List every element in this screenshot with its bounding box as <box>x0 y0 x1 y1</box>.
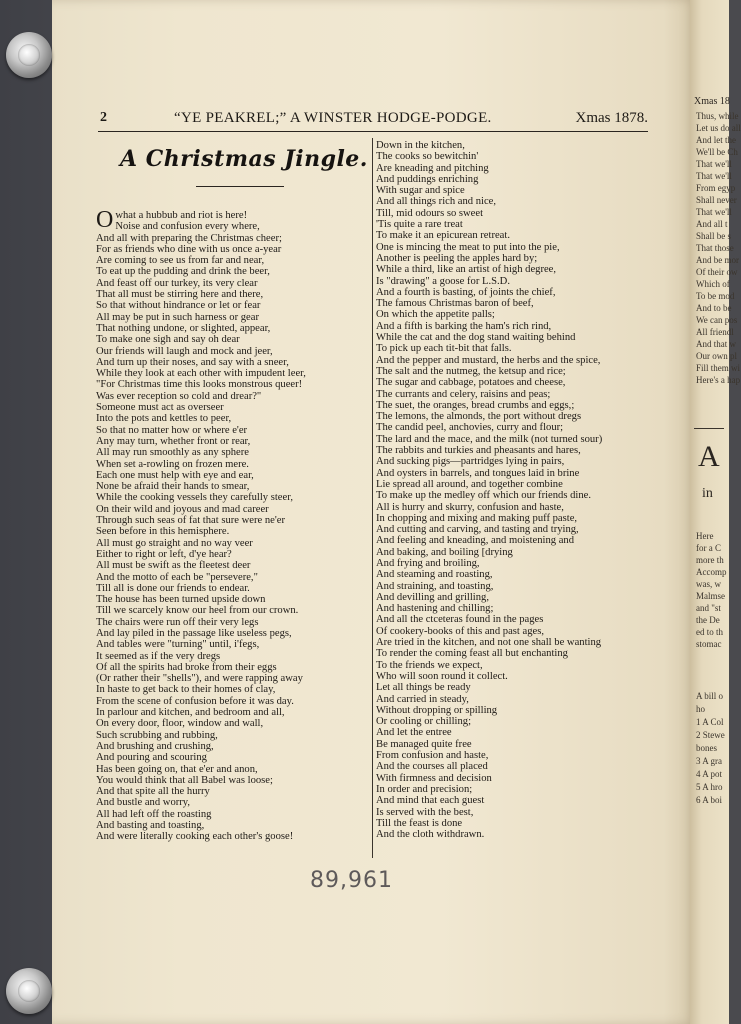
adjacent-page-line: 6 A boi <box>696 795 723 805</box>
adjacent-page-text <box>696 110 741 386</box>
adjacent-page-line: And to be <box>696 303 732 313</box>
poem-line: That all must be stirring here and there, <box>96 289 264 301</box>
poem-line: Noise and confusion every where, <box>115 221 260 233</box>
adjacent-page-line: All friendl <box>696 327 734 337</box>
poem-line: All must be swift as the fleetest deer <box>96 560 251 572</box>
adjacent-page-line: 2 Stewe <box>696 730 725 740</box>
poem-line: Through such seas of fat that sure were ne'er <box>96 515 285 527</box>
poem-line: Of cookery-books of this and past ages, <box>376 625 544 637</box>
issue-date: Xmas 1878. <box>575 110 648 126</box>
poem-line: To render the coming feast all but enchanting <box>376 648 568 660</box>
poem-line: And sucking pigs—partridges lying in pairs, <box>376 456 565 468</box>
poem-line: Has been going on, that e'er and anon, <box>96 763 258 775</box>
poem-line: And brushing and crushing, <box>96 740 214 752</box>
adjacent-page-line: 4 A pot <box>696 769 723 779</box>
poem-line: It seemed as if the very dregs <box>96 650 221 662</box>
poem-line: And let the entree <box>376 727 452 739</box>
adjacent-page-line: Shall be s <box>696 231 731 241</box>
poem-line: And feeling and kneading, and moistening and <box>376 535 574 547</box>
poem-line: To make one sigh and say oh dear <box>96 334 240 346</box>
poem-line: The salt and the nutmeg, the ketsup and rice; <box>376 365 566 377</box>
poem-line: Was ever reception so cold and drear?" <box>96 390 262 402</box>
poem-line: So that no matter how or where e'er <box>96 424 248 436</box>
adjacent-page-line: Fill them wi <box>696 363 741 373</box>
adjacent-page-line: And let the <box>696 135 736 145</box>
poem-line: On their wild and joyous and mad career <box>96 503 269 515</box>
poem-line: In chopping and mixing and making puff paste, <box>376 512 578 524</box>
adjacent-page-line: 1 A Col <box>696 717 724 727</box>
poem-line: With sugar and spice <box>376 185 465 197</box>
adjacent-page-line: That we'll <box>696 171 732 181</box>
poem-line: Down in the kitchen, <box>376 140 465 151</box>
poem-line: From confusion and haste, <box>376 750 489 762</box>
poem-line: And tables were "turning" until, i'fegs, <box>96 639 260 651</box>
poem-line: And were literally cooking each other's goose! <box>96 831 294 843</box>
poem-line: And all things rich and nice, <box>376 196 497 208</box>
poem-line: Are coming to see us from far and near, <box>96 255 265 267</box>
adjacent-page-line: And be mor <box>696 255 739 265</box>
adjacent-page-line: 3 A gra <box>696 756 722 766</box>
poem-line: Be managed quite free <box>376 738 472 750</box>
poem-line: While a third, like an artist of high degree, <box>376 264 557 276</box>
poem-line: The house has been turned upside down <box>96 594 266 606</box>
poem-line: The cooks so bewitchin' <box>376 151 479 163</box>
poem-line: Any may turn, whether front or rear, <box>96 435 251 447</box>
poem-title: A Christmas Jingle. <box>120 146 368 172</box>
poem-line: Seen before in this hemisphere. <box>96 526 230 538</box>
adjacent-page-line: To be mod <box>696 291 735 301</box>
adjacent-page-line: Thus, while <box>696 111 739 121</box>
poem-line: Either to right or left, d'ye hear? <box>96 548 232 560</box>
poem-line: The suet, the oranges, bread crumbs and eggs,; <box>376 399 575 411</box>
poem-line: And baking, and boiling [drying <box>376 546 513 558</box>
poem-line: And mind that each guest <box>376 795 485 807</box>
poem-line: In order and precision; <box>376 783 473 795</box>
poem-line: Of all the spirits had broke from their eggs <box>96 661 277 673</box>
poem-line: And devilling and grilling, <box>376 591 489 603</box>
adjacent-page-line: for a C <box>696 543 721 553</box>
adjacent-page-line: And that w <box>696 339 736 349</box>
adjacent-page-line: That we'll <box>696 159 732 169</box>
poem-line: The currants and celery, raisins and peas; <box>376 388 551 400</box>
poem-line: Till we scarcely know our heel from our crown. <box>96 605 299 617</box>
poem-line: The candid peel, anchovies, curry and flour; <box>376 422 564 434</box>
adjacent-page-line: Let us do all <box>696 123 741 133</box>
adjacent-page-line: From egyp <box>696 183 736 193</box>
pencil-accession-note: 89,961 <box>310 868 393 893</box>
running-title: “YE PEAKREL;” A WINSTER HODGE-PODGE. <box>174 110 492 126</box>
poem-line: The lard and the mace, and the milk (not turned sour) <box>376 433 603 445</box>
poem-line: And pouring and scouring <box>96 752 207 764</box>
poem-line: And basting and toasting, <box>96 820 205 832</box>
poem-line: Or cooling or chilling; <box>376 716 472 728</box>
poem-line: All is hurry and skurry, confusion and haste, <box>376 501 564 513</box>
adjacent-page-line: We can pos <box>696 315 738 325</box>
poem-line: Our friends will laugh and mock and jeer, <box>96 345 273 357</box>
adjacent-page-line: We'll be Ch <box>696 147 738 157</box>
poem-line: The sugar and cabbage, potatoes and cheese, <box>376 377 566 389</box>
poem-line: All must go straight and no way veer <box>96 537 253 549</box>
poem-line: And the courses all placed <box>376 761 488 773</box>
adjacent-page-line: Our own pl <box>696 351 737 361</box>
poem-line: And a fifth is barking the ham's rich rind, <box>376 320 552 332</box>
adjacent-page-line: stomac <box>696 639 722 649</box>
poem-line: One is mincing the meat to put into the pie, <box>376 241 560 253</box>
poem-line: Till, mid odours so sweet <box>376 207 484 219</box>
adjacent-page-line: Of their ow <box>696 267 738 277</box>
poem-line: And feast off our turkey, its very clear <box>96 277 258 289</box>
poem-line: And oysters in barrels, and tongues laid in brine <box>376 467 580 479</box>
adjacent-page-line: the De <box>696 615 720 625</box>
adjacent-page-line: Which of <box>696 279 730 289</box>
poem-line: That nothing undone, or slighted, appear, <box>96 322 271 334</box>
poem-line: Into the pots and kettles to peer, <box>96 413 232 425</box>
poem-line: Without dropping or spilling <box>376 704 498 716</box>
right-lines <box>376 140 646 840</box>
poem-line: In parlour and kitchen, and bedroom and all, <box>96 707 285 719</box>
adjacent-page-line: That we'll <box>696 207 732 217</box>
poem-line: With firmness and decision <box>376 772 492 784</box>
poem-line: So that without hindrance or let or fear <box>96 300 261 312</box>
adjacent-page-rule <box>694 428 724 429</box>
adjacent-page-line: Accomp <box>696 567 727 577</box>
adjacent-page-line: was, w <box>696 579 721 589</box>
poem-line: And the pepper and mustard, the herbs and the spice, <box>376 354 601 366</box>
adjacent-page-line: Here <box>696 531 714 541</box>
poem-line: In haste to get back to their homes of clay, <box>96 684 276 696</box>
adjacent-page-line: 5 A hro <box>696 782 723 792</box>
adjacent-page-line: ho <box>696 704 705 714</box>
adjacent-page <box>690 0 741 1024</box>
page-number: 2 <box>100 110 107 125</box>
poem-line: Another is peeling the apples hard by; <box>376 252 538 264</box>
poem-line: Are tried in the kitchen, and not one shall be wanting <box>376 637 602 649</box>
adjacent-page-line: and "st <box>696 603 721 613</box>
poem-line: what a hubbub and riot is here! <box>115 210 248 221</box>
poem-line: On every door, floor, window and wall, <box>96 718 264 730</box>
poem-line: To make it an epicurean retreat. <box>376 230 510 242</box>
poem-line: For as friends who dine with us once a-year <box>96 243 282 255</box>
poem-line: Someone must act as overseer <box>96 402 224 414</box>
poem-line: When set a-rowling on frozen mere. <box>96 458 249 470</box>
poem-line: Such scrubbing and rubbing, <box>96 729 218 741</box>
adjacent-page-line: A bill o <box>696 691 724 701</box>
poem-line: 'Tis quite a rare treat <box>376 219 463 231</box>
poem-line: To pick up each tit-bit that falls. <box>376 343 512 355</box>
poem-line: And all the ctceteras found in the pages <box>376 614 544 626</box>
poem-line: And steaming and roasting, <box>376 569 493 581</box>
poem-line: And puddings enriching <box>376 173 479 185</box>
poem-line: Are kneading and pitching <box>376 162 489 174</box>
poem-line: (Or rather their "shells"), and were rapping away <box>96 673 303 685</box>
adjacent-page-lower-text <box>696 530 727 650</box>
poem-line: And bustle and worry, <box>96 797 191 809</box>
poem-line: And frying and broiling, <box>376 557 480 569</box>
poem-line: All may be put in such harness or gear <box>96 311 259 323</box>
adjacent-page-line: Shall never <box>696 195 737 205</box>
adjacent-page-line: That those <box>696 243 734 253</box>
poem-line: And lay piled in the passage like useless pegs, <box>96 627 292 639</box>
poem-line: From the scene of confusion before it was day. <box>96 695 294 707</box>
poem-line: "For Christmas time this looks monstrous queer! <box>96 379 303 391</box>
adjacent-page-list <box>696 690 725 807</box>
left-column <box>96 207 368 843</box>
poem-line: Let all things be ready <box>376 682 471 694</box>
pin-icon <box>6 32 52 78</box>
adjacent-page-header: Xmas 18 <box>694 96 730 107</box>
adjacent-page-line: more th <box>696 555 724 565</box>
poem-line: To the friends we expect, <box>376 659 483 671</box>
pin-icon <box>6 968 52 1014</box>
poem-line: To eat up the pudding and drink the beer, <box>96 266 270 278</box>
drop-cap: O <box>96 207 114 233</box>
adjacent-page-drop-letter: A <box>698 440 720 473</box>
poem-line: Is "drawing" a goose for L.S.D. <box>376 275 510 287</box>
poem-line: The rabbits and turkies and pheasants and hares, <box>376 445 581 457</box>
adjacent-page-heading-word: in <box>702 486 713 501</box>
header-rule <box>98 131 648 132</box>
poem-line: And cutting and carving, and tasting and trying, <box>376 524 579 536</box>
right-column <box>376 140 646 840</box>
poem-line: And straining, and toasting, <box>376 580 494 592</box>
poem-line: And a fourth is basting, of joints the chief, <box>376 286 556 298</box>
poem-line: While the cat and the dog stand waiting behind <box>376 332 576 344</box>
poem-line: The famous Christmas baron of beef, <box>376 298 534 310</box>
poem-line: You would think that all Babel was loose; <box>96 774 273 786</box>
poem-line: And carried in steady, <box>376 693 469 705</box>
poem-line: To make up the medley off which our friends dine. <box>376 490 591 502</box>
poem-line: The lemons, the almonds, the port without dregs <box>376 411 582 423</box>
poem-line: And the motto of each be "persevere," <box>96 571 258 583</box>
title-rule <box>196 186 284 187</box>
adjacent-page-line: ed to th <box>696 627 723 637</box>
poem-line: While they look at each other with impudent leer, <box>96 368 306 380</box>
poem-line: And hastening and chilling; <box>376 603 494 615</box>
poem-line: And that spite all the hurry <box>96 786 210 798</box>
adjacent-page-line: bones <box>696 743 717 753</box>
adjacent-page-line: Malmse <box>696 591 725 601</box>
poem-line: Each one must help with eye and ear, <box>96 469 254 481</box>
adjacent-page-line: Here's a hap <box>696 375 741 385</box>
poem-line: Who will soon round it collect. <box>376 670 508 682</box>
poem-line: Till the feast is done <box>376 817 463 829</box>
poem-line: All may run smoothly as any sphere <box>96 447 249 459</box>
poem-line: And the cloth withdrawn. <box>376 829 485 841</box>
column-divider <box>372 138 373 858</box>
poem-line: None be afraid their hands to smear, <box>96 481 250 493</box>
poem-line: And turn up their noses, and say with a sneer, <box>96 356 289 368</box>
poem-line: Is served with the best, <box>376 806 474 818</box>
left-lines <box>96 233 368 843</box>
poem-line: Till all is done our friends to endear. <box>96 582 250 594</box>
adjacent-page-line: And all t <box>696 219 728 229</box>
poem-line: Lie spread all around, and together combine <box>376 478 563 490</box>
page-header <box>100 110 648 130</box>
poem-line: All had left off the roasting <box>96 808 212 820</box>
poem-line: While the cooking vessels they carefully steer, <box>96 492 293 504</box>
poem-line: And all with preparing the Christmas cheer; <box>96 232 282 244</box>
poem-line: The chairs were run off their very legs <box>96 616 259 628</box>
poem-line: On which the appetite palls; <box>376 309 495 321</box>
